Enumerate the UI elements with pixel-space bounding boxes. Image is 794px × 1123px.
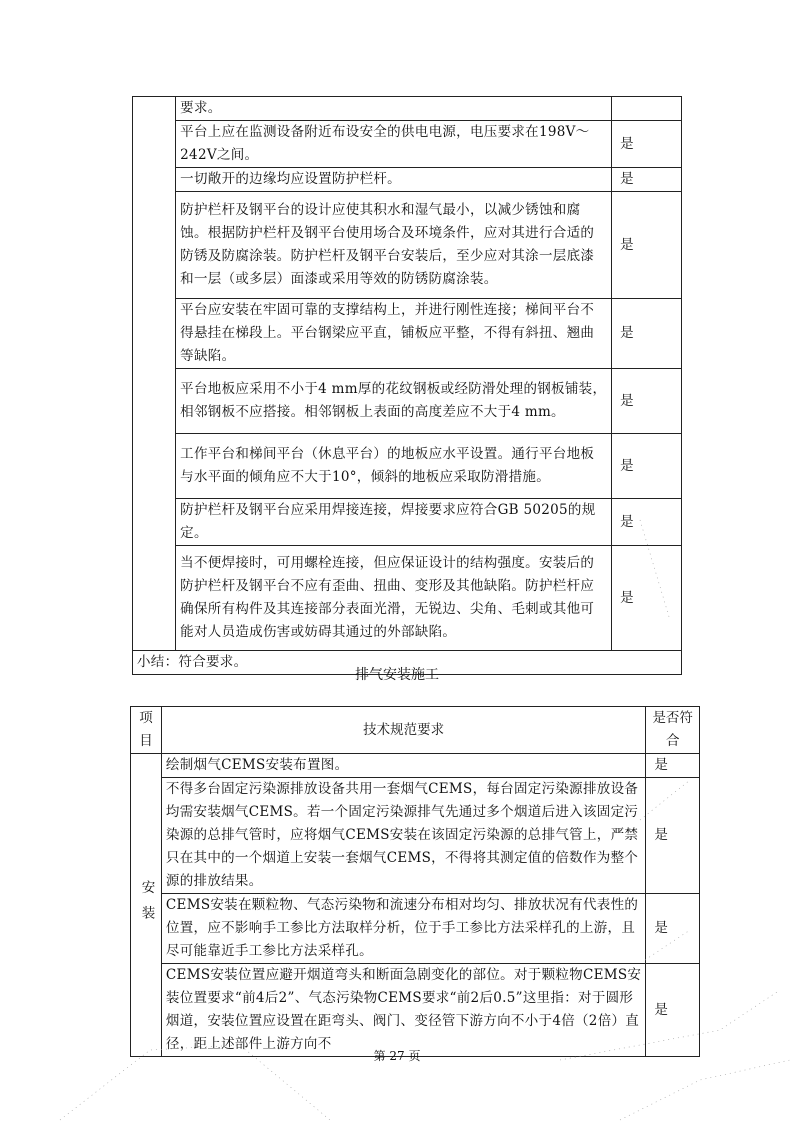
requirement-text: CEMS安装位置应避开烟道弯头和断面急剧变化的部位。对于颗粒物CEMS安装位置要求“前4后2”、气态污染物CEMS要求“前2后0.5”这里指：对于圆形烟道，安装位置应设置在距弯头、阀门、变径管下游方向不小于4倍（2倍）直径，距上述部件上游方向不 — [161, 964, 645, 1057]
requirement-text: 平台地板应采用不小于4 mm厚的花纹钢板或经防滑处理的钢板铺装，相邻钢板不应搭接。相邻钢板上表面的高度差应不大于4 mm。 — [176, 369, 612, 434]
header-item: 项目 — [131, 707, 162, 754]
requirement-text: 工作平台和梯间平台（休息平台）的地板应水平设置。通行平台地板与水平面的倾角应不大于10°，倾斜的地板应采取防滑措施。 — [176, 434, 612, 499]
compliance-result: 是 — [612, 121, 682, 168]
table-row — [131, 964, 700, 1057]
requirement-text: CEMS安装在颗粒物、气态污染物和流速分布相对均匀、排放状况有代表性的位置，应不影响手工参比方法取样分析，位于手工参比方法采样孔的上游，且尽可能靠近手工参比方法采样孔。 — [161, 894, 645, 964]
compliance-result: 是 — [646, 754, 700, 778]
table-row — [133, 434, 682, 499]
table-row — [133, 499, 682, 546]
compliance-result: 是 — [612, 299, 682, 369]
summary-text: 小结：符合要求。 — [133, 651, 682, 675]
table-row — [133, 299, 682, 369]
table-row — [133, 369, 682, 434]
compliance-result: 是 — [612, 369, 682, 434]
table-row — [133, 546, 682, 651]
requirement-text: 防护栏杆及钢平台的设计应使其积水和湿气最小，以减少锈蚀和腐蚀。根据防护栏杆及钢平台使用场合及环境条件，应对其进行合适的防锈及防腐涂装。防护栏杆及钢平台安装后，至少应对其涂一层底漆和一层（或多层）面漆或采用等效的防锈防腐涂装。 — [176, 192, 612, 299]
table-row — [131, 778, 700, 894]
compliance-result — [612, 97, 682, 121]
group-label: 安装 — [131, 754, 162, 1057]
table-row — [133, 192, 682, 299]
page-number: 第 27 页 — [373, 1049, 421, 1063]
compliance-result: 是 — [612, 546, 682, 651]
platform-requirements-table — [132, 96, 682, 675]
table-row — [133, 97, 682, 121]
requirement-text: 绘制烟气CEMS安装布置图。 — [161, 754, 645, 778]
compliance-result: 是 — [646, 778, 700, 894]
compliance-result: 是 — [612, 499, 682, 546]
item-cell-empty — [133, 97, 176, 651]
compliance-result: 是 — [646, 894, 700, 964]
requirement-text: 防护栏杆及钢平台应采用焊接连接，焊接要求应符合GB 50205的规定。 — [176, 499, 612, 546]
requirement-text: 一切敞开的边缘均应设置防护栏杆。 — [176, 168, 612, 192]
header-row — [131, 707, 700, 754]
compliance-result: 是 — [646, 964, 700, 1057]
compliance-result: 是 — [612, 168, 682, 192]
compliance-result: 是 — [612, 192, 682, 299]
table-row — [133, 121, 682, 168]
table-row — [133, 168, 682, 192]
requirement-text: 不得多台固定污染源排放设备共用一套烟气CEMS，每台固定污染源排放设备均需安装烟气CEMS。若一个固定污染源排气先通过多个烟道后进入该固定污染源的总排气管时，应将烟气CEMS安装在该固定污染源的总排气管上，严禁只在其中的一个烟道上安装一套烟气CEMS，不得将其测定值的倍数作为整个源的排放结果。 — [161, 778, 645, 894]
requirement-text: 当不便焊接时，可用螺栓连接，但应保证设计的结构强度。安装后的防护栏杆及钢平台不应有歪曲、扭曲、变形及其他缺陷。防护栏杆应确保所有构件及其连接部分表面光滑，无锐边、尖角、毛刺或其他可能对人员造成伤害或妨碍其通过的外部缺陷。 — [176, 546, 612, 651]
compliance-result: 是 — [612, 434, 682, 499]
table-row — [131, 894, 700, 964]
header-requirement: 技术规范要求 — [161, 707, 645, 754]
exhaust-installation-table — [130, 706, 700, 1057]
requirement-text: 平台上应在监测设备附近布设安全的供电电源，电压要求在198V～242V之间。 — [176, 121, 612, 168]
header-result: 是否符合 — [646, 707, 700, 754]
requirement-text: 要求。 — [176, 97, 612, 121]
section-heading: 排气安装施工 — [355, 667, 439, 683]
table-row — [131, 754, 700, 778]
requirement-text: 平台应安装在牢固可靠的支撑结构上，并进行刚性连接；梯间平台不得悬挂在梯段上。平台钢梁应平直，铺板应平整，不得有斜扭、翘曲等缺陷。 — [176, 299, 612, 369]
